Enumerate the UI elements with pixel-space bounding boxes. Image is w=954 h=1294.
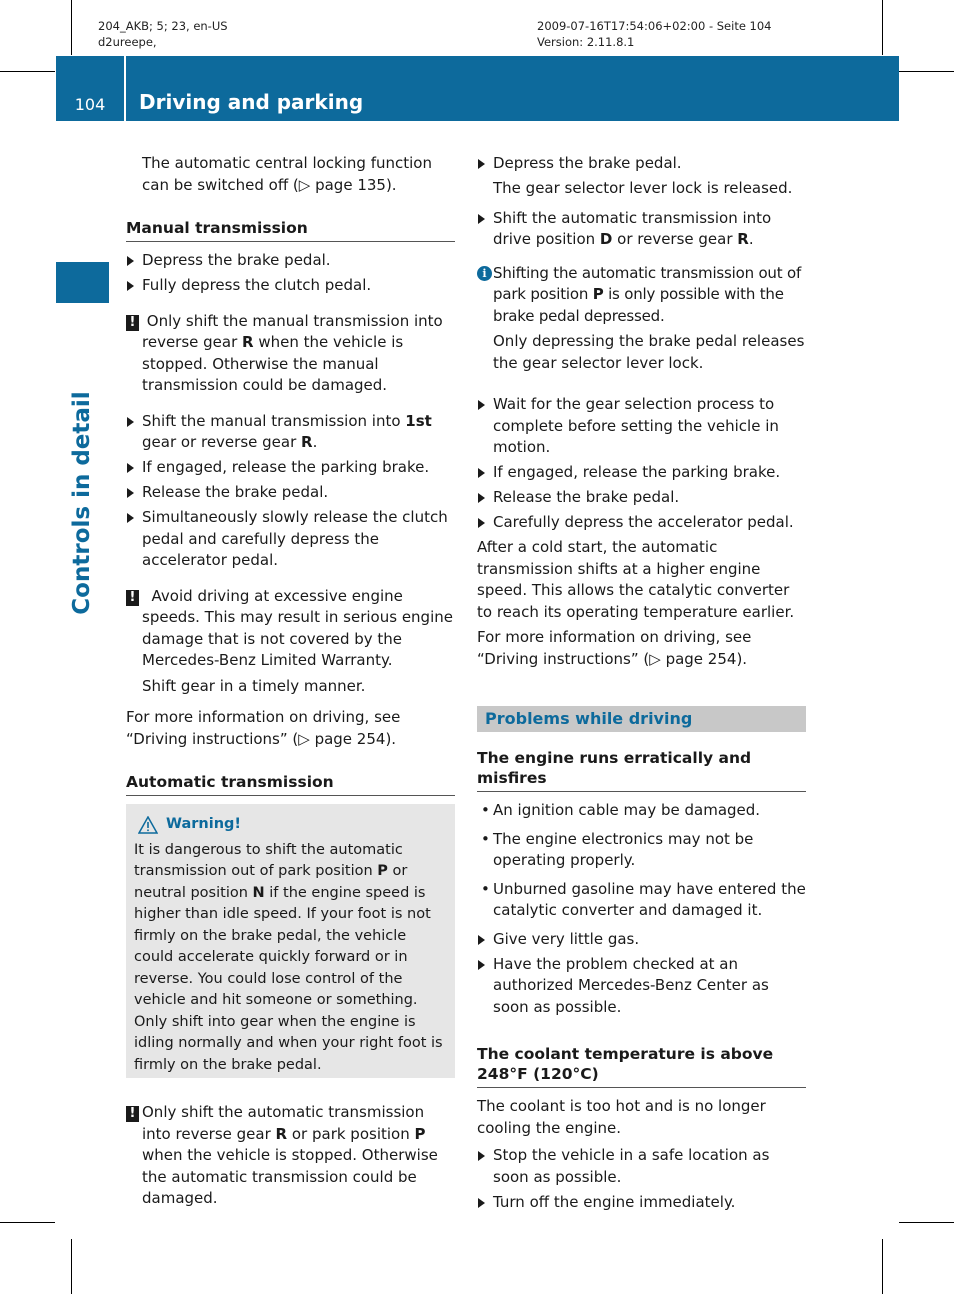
step-item [126, 457, 455, 479]
print-meta-left [98, 18, 228, 50]
step-text: If engaged, release the parking brake. [493, 463, 781, 481]
step-item [477, 487, 806, 509]
step-text: Carefully depress the accelerator pedal. [493, 513, 794, 531]
step-item [477, 1192, 806, 1214]
step-result: The gear selector lever lock is released. [493, 179, 793, 197]
step-text: Simultaneously slowly release the clutch pedal and carefully depress the accelerator pedal. [142, 508, 448, 569]
note-text: Shifting the automatic transmission out of park position P is only possible with the brake pedal depressed. [493, 263, 802, 325]
right-column [477, 150, 806, 1217]
crop-mark [882, 1239, 883, 1294]
crop-mark [882, 0, 883, 55]
crop-mark [0, 71, 55, 72]
arrow-icon [478, 159, 485, 169]
step-item [477, 1145, 806, 1188]
more-info-text: For more information on driving, see “Driving instructions” (▷ page 254). [126, 708, 401, 748]
step-item [477, 153, 806, 175]
bullet-item [477, 800, 806, 822]
arrow-icon [478, 1151, 485, 1161]
meta-line: d2ureepe, [98, 35, 157, 49]
manual-transmission-heading: Manual transmission [126, 218, 455, 242]
step-text: Depress the brake pedal. [493, 154, 682, 172]
exclamation-icon: ! [126, 590, 139, 606]
arrow-icon [127, 281, 134, 291]
step-text: If engaged, release the parking brake. [142, 458, 430, 476]
bullet-dot-icon: • [481, 801, 490, 819]
arrow-icon [127, 488, 134, 498]
chapter-title: Driving and parking [139, 90, 364, 114]
page-ref[interactable]: ▷ page 135 [298, 175, 386, 194]
bullet-text: An ignition cable may be damaged. [493, 801, 761, 819]
arrow-icon [127, 463, 134, 473]
coolant-heading: The coolant temperature is above 248°F (120°C) [477, 1044, 806, 1088]
arrow-icon [127, 256, 134, 266]
arrow-icon [478, 518, 485, 528]
step-item [126, 507, 455, 572]
step-text: Shift the automatic transmission into drive position D or reverse gear R. [493, 208, 772, 248]
arrow-icon [127, 417, 134, 427]
step-text: Release the brake pedal. [142, 483, 329, 501]
step-text: Fully depress the clutch pedal. [142, 276, 372, 294]
step-item [477, 512, 806, 534]
note-text: Shift gear in a timely manner. [142, 676, 366, 695]
warning-title [134, 814, 447, 836]
section-title-bar: Problems while driving [477, 706, 806, 732]
warning-box [126, 804, 455, 1078]
page-ref[interactable]: ▷ page 254 [298, 729, 386, 748]
caution-note [126, 1102, 455, 1210]
print-meta-right [537, 18, 772, 50]
step-item [477, 929, 806, 951]
intro-text: The automatic central locking function can be switched off (▷ page 135). [142, 154, 432, 194]
automatic-transmission-heading: Automatic transmission [126, 772, 455, 796]
arrow-icon [478, 935, 485, 945]
coolant-text: The coolant is too hot and is no longer cooling the engine. [477, 1097, 766, 1137]
step-text: Depress the brake pedal. [142, 251, 331, 269]
step-item [126, 411, 455, 454]
step-text: Stop the vehicle in a safe location as soon as possible. [493, 1146, 770, 1186]
crop-mark [71, 0, 72, 55]
step-item [477, 208, 806, 251]
bullet-item [477, 829, 806, 872]
note-text: Only shift the manual transmission into reverse gear R when the vehicle is stopped. Otherwise the manual transmission could be damaged. [142, 311, 443, 394]
note-text: Only depressing the brake pedal releases the gear selector lever lock. [493, 332, 805, 372]
crop-mark [0, 1222, 55, 1223]
page-number [56, 56, 124, 121]
step-text: Have the problem checked at an authorized Mercedes-Benz Center as soon as possible. [493, 954, 769, 1016]
meta-line: Version: 2.11.8.1 [537, 35, 635, 49]
arrow-icon [478, 214, 485, 224]
bullet-text: Unburned gasoline may have entered the catalytic converter and damaged it. [493, 879, 806, 919]
step-text: Wait for the gear selection process to complete before setting the vehicle in motion. [493, 395, 779, 456]
info-icon: i [477, 266, 492, 281]
step-text: Shift the manual transmission into 1st gear or reverse gear R. [142, 411, 432, 451]
arrow-icon [478, 400, 485, 410]
left-column [126, 150, 455, 1220]
note-text: Only shift the automatic transmission into reverse gear R or park position P when the vehicle is stopped. Otherwise the automatic transmission could be damaged. [142, 1103, 438, 1207]
warning-triangle-icon [138, 816, 158, 834]
warning-text: It is dangerous to shift the automatic transmission out of park position P or neutral position N if the engine speed is higher than idle speed. If your foot is not firmly on the brake pedal, the vehicle could accelerate quickly forward or in reverse. You could lose control of the vehicle and hit someone or something. Only shift into gear when the engine is idling normally and when your right foot is firmly on the brake pedal. [134, 841, 443, 1073]
page-ref[interactable]: ▷ page 254 [649, 649, 737, 668]
arrow-icon [478, 960, 485, 970]
caution-note [126, 586, 455, 698]
cold-start-text: After a cold start, the automatic transmission shifts at a higher engine speed. This allows the catalytic converter to reach its operating temperature earlier. [477, 538, 795, 621]
engine-erratic-heading: The engine runs erratically and misfires [477, 748, 806, 792]
bullet-dot-icon: • [481, 829, 490, 848]
step-item [126, 275, 455, 297]
meta-line: 204_AKB; 5; 23, en-US [98, 19, 228, 33]
bullet-text: The engine electronics may not be operating properly. [493, 829, 754, 869]
step-item [477, 462, 806, 484]
crop-mark [899, 71, 954, 72]
step-item [477, 954, 806, 1019]
exclamation-icon: ! [126, 1106, 139, 1122]
step-item [126, 482, 455, 504]
step-item [477, 394, 806, 459]
side-tab-marker [56, 262, 109, 303]
warning-title-text: Warning! [166, 816, 242, 832]
crop-mark [71, 1239, 72, 1294]
page-number-text: 104 [74, 95, 106, 114]
note-text [142, 586, 455, 672]
arrow-icon [478, 468, 485, 478]
bullet-item [477, 879, 806, 922]
step-text: Give very little gas. [493, 929, 640, 948]
step-text: Release the brake pedal. [493, 488, 680, 506]
caution-note [126, 311, 455, 397]
info-note [477, 263, 806, 375]
note-text-span: Avoid driving at excessive engine speeds. This may result in serious engine damage that is not covered by the Mercedes-Benz Limited Warranty. [142, 586, 453, 669]
more-info-text: For more information on driving, see “Driving instructions” (▷ page 254). [477, 628, 752, 668]
exclamation-icon: ! [126, 315, 139, 331]
crop-mark [899, 1222, 954, 1223]
side-section-label: Controls in detail [69, 391, 95, 615]
arrow-icon [478, 1198, 485, 1208]
arrow-icon [127, 513, 134, 523]
step-item [126, 250, 455, 272]
arrow-icon [478, 493, 485, 503]
header-divider [124, 56, 126, 121]
step-text: Turn off the engine immediately. [493, 1192, 736, 1211]
bullet-dot-icon: • [481, 879, 490, 898]
meta-line: 2009-07-16T17:54:06+02:00 - Seite 104 [537, 19, 772, 33]
